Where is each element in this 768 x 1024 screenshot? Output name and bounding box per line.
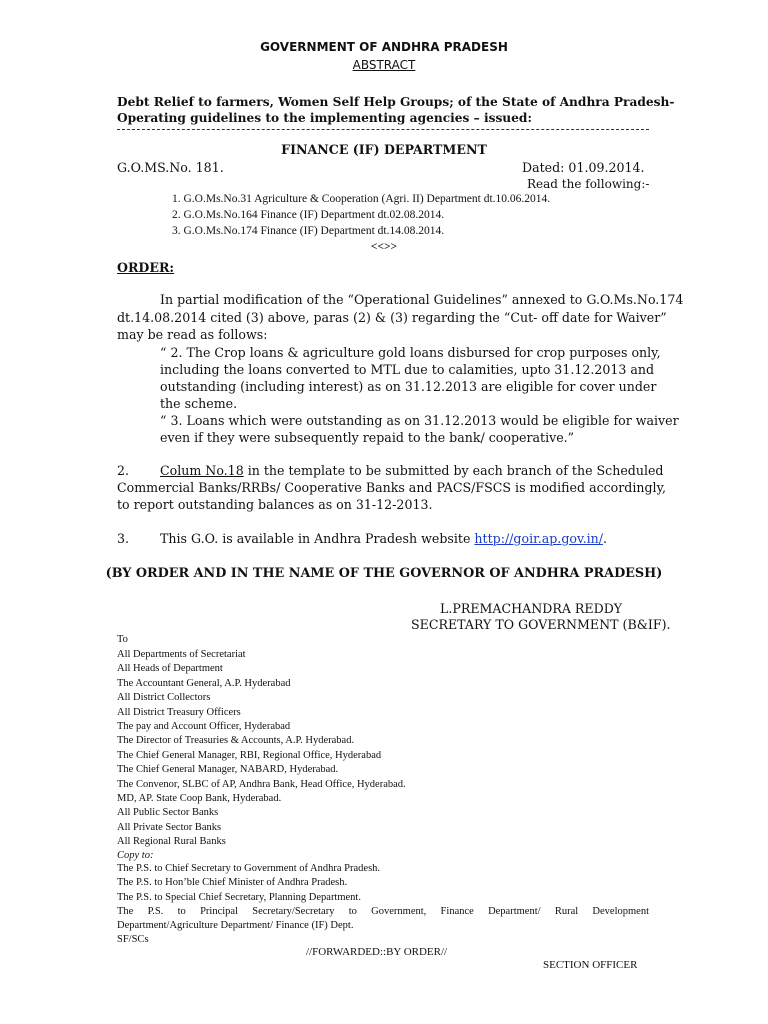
reference-item: 3. G.O.Ms.No.174 Finance (IF) Department dt.14.08.2014. xyxy=(172,225,445,237)
quote2-line: including the loans converted to MTL due to calamities, upto 31.12.2013 and xyxy=(160,362,655,377)
government-title: GOVERNMENT OF ANDHRA PRADESH xyxy=(260,40,508,54)
website-link[interactable]: http://goir.ap.gov.in/ xyxy=(474,531,603,546)
go-date: Dated: 01.09.2014. xyxy=(522,160,645,175)
para2-line: to report outstanding balances as on 31-12-2013. xyxy=(117,497,433,512)
para2-line: Commercial Banks/RRBs/ Cooperative Banks and PACS/FSCS is modified accordingly, xyxy=(117,480,667,495)
para2-number: 2. xyxy=(117,463,130,478)
recipient-item: The Accountant General, A.P. Hyderabad xyxy=(117,677,291,689)
para1-line: In partial modification of the “Operational Guidelines” annexed to G.O.Ms.No.174 xyxy=(160,292,684,307)
abstract-heading: ABSTRACT xyxy=(352,58,416,72)
subject-line-2: Operating guidelines to the implementing agencies – issued: xyxy=(117,111,532,125)
quote2-line: “ 2. The Crop loans & agriculture gold loans disbursed for crop purposes only, xyxy=(160,345,661,360)
recipient-item: The Chief General Manager, RBI, Regional Office, Hyderabad xyxy=(117,749,382,761)
copy-to-label: Copy to: xyxy=(117,850,154,861)
para3-line xyxy=(160,531,607,546)
recipient-item: All District Treasury Officers xyxy=(117,706,241,718)
copy-last-line: The P.S. to Principal Secretary/Secretary to Government, Finance Department/ Rural Development xyxy=(117,906,649,917)
read-following: Read the following:- xyxy=(527,177,650,191)
by-order-line: (BY ORDER AND IN THE NAME OF THE GOVERNOR OF ANDHRA PRADESH) xyxy=(105,566,663,581)
recipient-item: All Heads of Department xyxy=(117,663,223,675)
recipient-item: The Convenor, SLBC of AP, Andhra Bank, Head Office, Hyderabad. xyxy=(117,778,406,790)
colum-reference: Colum No.18 xyxy=(160,463,244,478)
para2-line xyxy=(160,463,664,478)
sf-scs-label: SF/SCs xyxy=(117,934,149,945)
recipient-item: All Regional Rural Banks xyxy=(117,836,226,848)
para3-text: This G.O. is available in Andhra Pradesh website xyxy=(160,531,475,546)
quote3-line: even if they were subsequently repaid to the bank/ cooperative.” xyxy=(160,430,575,445)
recipient-item: The pay and Account Officer, Hyderabad xyxy=(117,721,291,732)
copy-last-line: Department/Agriculture Department/ Finance (IF) Dept. xyxy=(117,920,354,931)
para3-end: . xyxy=(602,531,607,546)
quote2-line: outstanding (including interest) as on 31.12.2013 are eligible for cover under xyxy=(160,379,657,394)
quote2-line: the scheme. xyxy=(160,396,238,411)
recipient-item: All Departments of Secretariat xyxy=(117,649,246,660)
copy-item: The P.S. to Chief Secretary to Government of Andhra Pradesh. xyxy=(117,863,381,874)
recipient-item: All Private Sector Banks xyxy=(117,821,222,833)
to-label: To xyxy=(117,634,128,645)
para1-line: may be read as follows: xyxy=(117,327,268,342)
para1-line: dt.14.08.2014 cited (3) above, paras (2) & (3) regarding the “Cut- off date for Waiver” xyxy=(117,310,667,325)
signatory-name: L.PREMACHANDRA REDDY xyxy=(440,601,623,616)
quote3-line: “ 3. Loans which were outstanding as on 31.12.2013 would be eligible for waiver xyxy=(160,413,679,428)
recipient-item: The Chief General Manager, NABARD, Hyderabad. xyxy=(117,764,339,776)
reference-item: 1. G.O.Ms.No.31 Agriculture & Cooperation (Agri. II) Department dt.10.06.2014. xyxy=(172,193,551,205)
order-heading: ORDER: xyxy=(117,260,175,275)
recipient-item: The Director of Treasuries & Accounts, A.P. Hyderabad. xyxy=(117,735,355,747)
subject-line-1: Debt Relief to farmers, Women Self Help Groups; of the State of Andhra Pradesh- xyxy=(117,95,675,109)
go-number: G.O.MS.No. 181. xyxy=(117,160,224,175)
copy-item: The P.S. to Hon’ble Chief Minister of Andhra Pradesh. xyxy=(117,877,348,889)
copy-item: The P.S. to Special Chief Secretary, Planning Department. xyxy=(117,891,361,903)
section-officer: SECTION OFFICER xyxy=(543,959,638,971)
forwarded-line: //FORWARDED::BY ORDER// xyxy=(306,946,448,958)
department-heading: FINANCE (IF) DEPARTMENT xyxy=(281,142,487,157)
recipient-item: All District Collectors xyxy=(117,692,211,704)
recipient-item: All Public Sector Banks xyxy=(117,807,219,819)
dashed-divider xyxy=(117,129,649,130)
para3-number: 3. xyxy=(117,531,130,546)
separator-mark: <<>> xyxy=(370,241,398,253)
signatory-title: SECRETARY TO GOVERNMENT (B&IF). xyxy=(411,617,671,632)
recipient-item: MD, AP. State Coop Bank, Hyderabad. xyxy=(117,793,282,804)
para2-line-rest: in the template to be submitted by each branch of the Scheduled xyxy=(243,463,664,478)
reference-item: 2. G.O.Ms.No.164 Finance (IF) Department dt.02.08.2014. xyxy=(172,209,445,221)
